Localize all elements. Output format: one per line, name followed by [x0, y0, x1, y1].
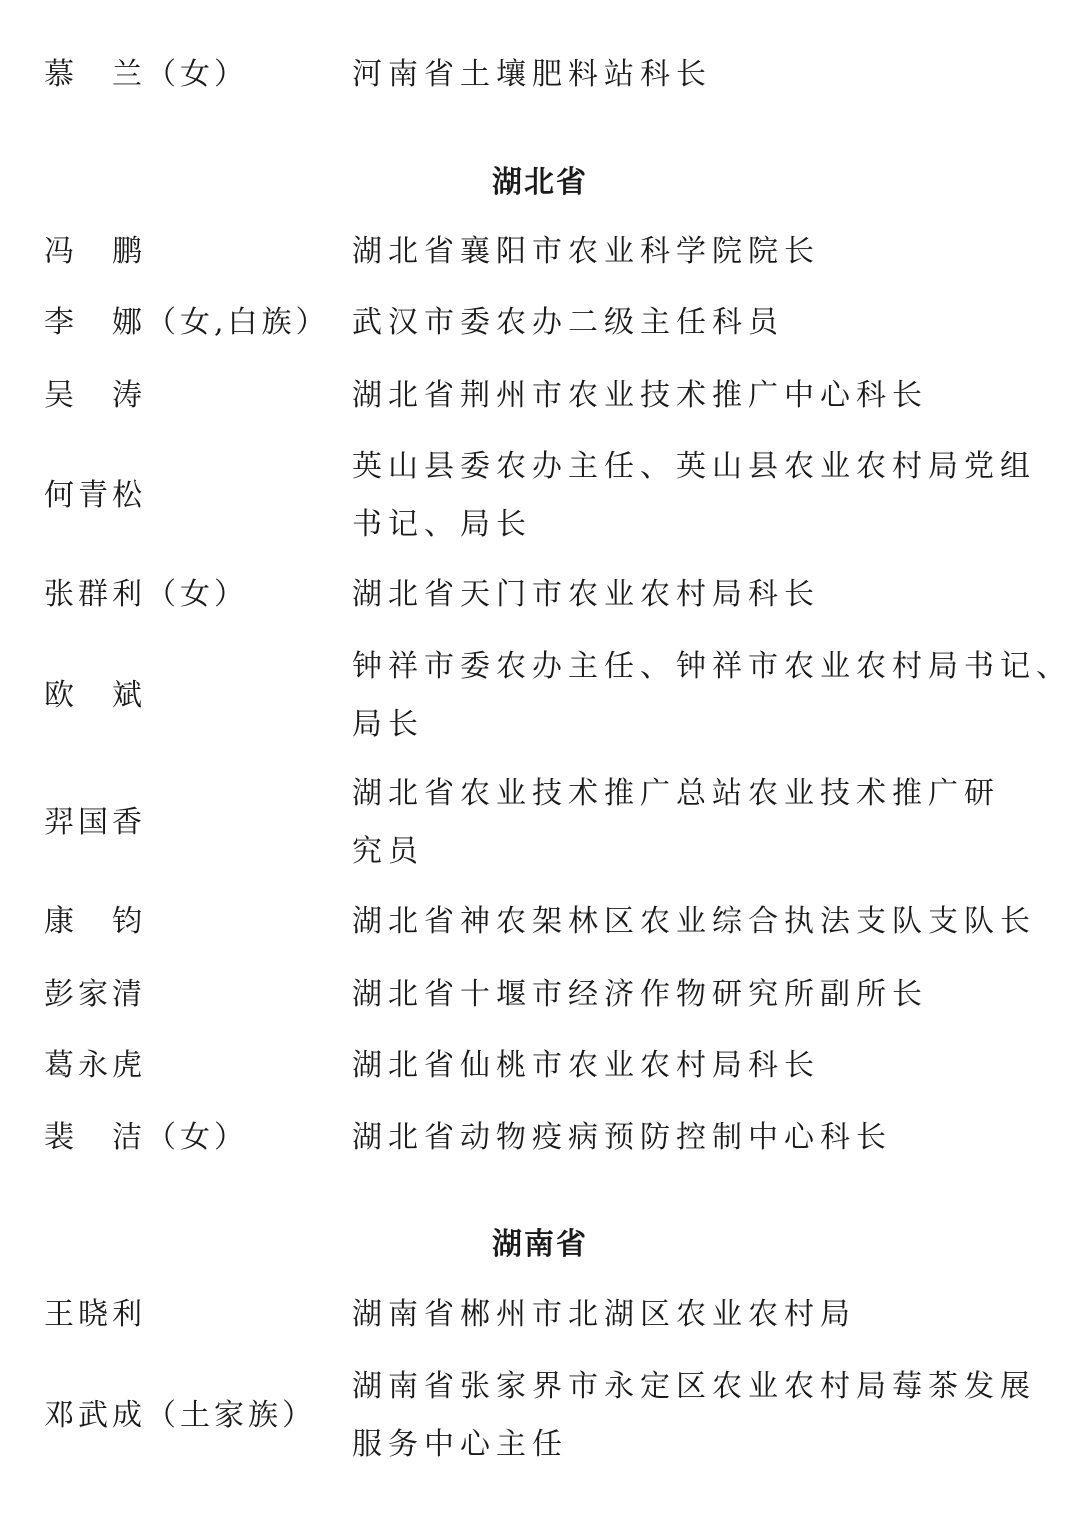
title-line: 湖北省十堰市经济作物研究所副所长: [352, 977, 928, 1012]
person-title: [352, 638, 1072, 754]
person-title: [352, 966, 1042, 1024]
person-title: [352, 1037, 1042, 1095]
person-title: [352, 1286, 1042, 1344]
title-line: 湖北省神农架林区农业综合执法支队支队长: [352, 904, 1036, 939]
person-name: 李 娜（女,白族）: [44, 305, 330, 340]
person-name: 康 钧: [44, 904, 146, 939]
person-title: [352, 893, 1042, 951]
person-name: 羿国香: [44, 805, 146, 840]
person-title: [352, 46, 1042, 104]
person-name: 慕 兰（女）: [44, 57, 248, 92]
title-line: 湖南省张家界市永定区农业农村局莓茶发展: [352, 1369, 1036, 1404]
title-line: 湖北省农业技术推广总站农业技术推广研: [352, 776, 1000, 811]
title-line: 湖南省郴州市北湖区农业农村局: [352, 1297, 856, 1332]
person-name: 彭家清: [44, 977, 146, 1012]
person-name: 王晓利: [44, 1297, 146, 1332]
title-line: 钟祥市委农办主任、钟祥市农业农村局书记、: [352, 649, 1072, 684]
title-line: 局长: [352, 707, 424, 742]
person-name: 裴 洁（女）: [44, 1120, 248, 1155]
person-title: [352, 1109, 1042, 1167]
person-name: 欧 斌: [44, 678, 146, 713]
person-name: 何青松: [44, 478, 146, 513]
title-line: 服务中心主任: [352, 1427, 568, 1462]
title-line: 河南省土壤肥料站科长: [352, 57, 712, 92]
title-line: 究员: [352, 834, 424, 869]
title-line: 湖北省仙桃市农业农村局科长: [352, 1048, 820, 1083]
person-title: [352, 367, 1042, 425]
section-heading: 湖北省: [492, 165, 588, 200]
title-line: 湖北省襄阳市农业科学院院长: [352, 234, 820, 269]
person-name: 葛永虎: [44, 1048, 146, 1083]
title-line: 湖北省动物疫病预防控制中心科长: [352, 1120, 892, 1155]
title-line: 英山县委农办主任、英山县农业农村局党组: [352, 449, 1036, 484]
section-heading: 湖南省: [492, 1227, 588, 1262]
person-title: [352, 566, 1042, 624]
title-line: 湖北省天门市农业农村局科长: [352, 577, 820, 612]
title-line: 武汉市委农办二级主任科员: [352, 305, 784, 340]
person-name: 吴 涛: [44, 378, 146, 413]
person-title: [352, 1358, 1042, 1474]
title-line: 湖北省荆州市农业技术推广中心科长: [352, 378, 928, 413]
person-name: 张群利（女）: [44, 577, 248, 612]
person-title: [352, 765, 1042, 881]
person-name: 冯 鹏: [44, 234, 146, 269]
title-line: 书记、局长: [352, 507, 532, 542]
person-title: [352, 438, 1042, 554]
person-title: [352, 223, 1042, 281]
person-title: [352, 294, 1042, 352]
person-name: 邓武成（土家族）: [44, 1398, 316, 1433]
